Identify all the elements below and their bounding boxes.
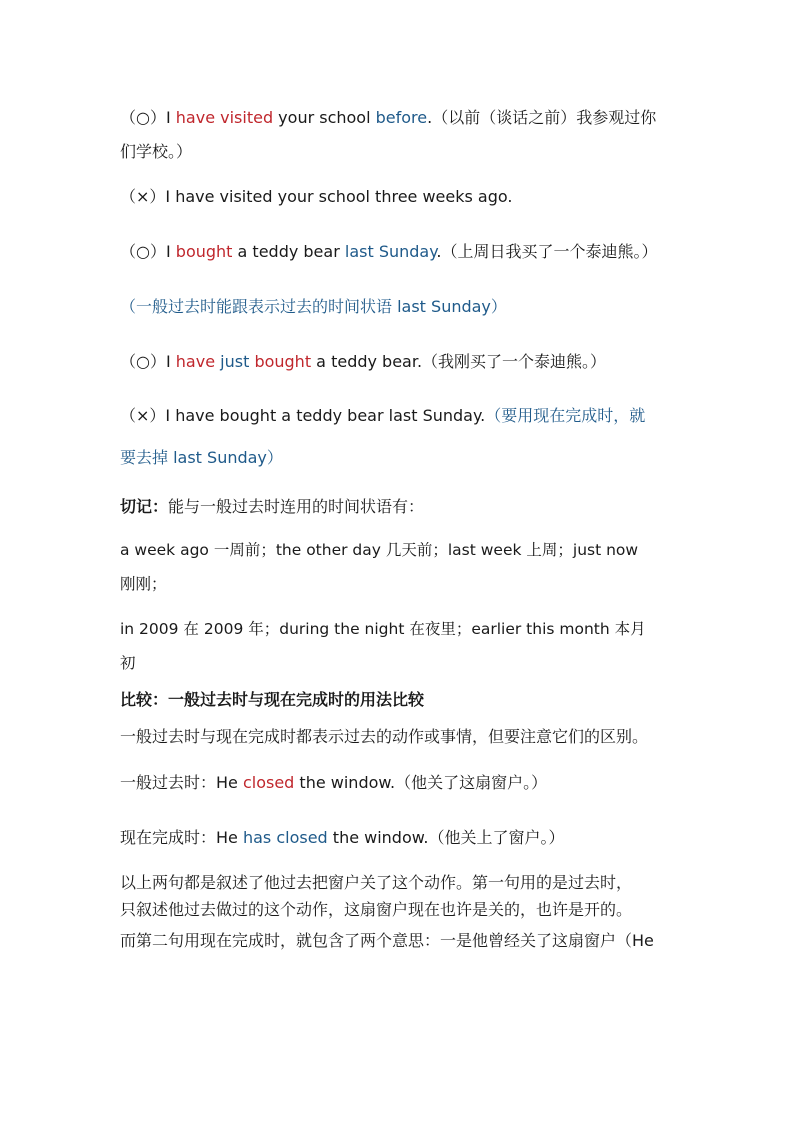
text-segment: （×）I have visited your school three weeks ago. (120, 187, 513, 206)
text-segment: closed (242, 773, 295, 792)
note-line (120, 441, 680, 475)
text-segment: 初 (120, 654, 136, 672)
example-line (120, 235, 680, 269)
text-segment: 们学校。） (120, 142, 193, 161)
text-segment: a teddy bear.（我刚买了一个泰迪熊。） (311, 352, 607, 371)
text-segment: .（上周日我买了一个泰迪熊。） (436, 242, 658, 261)
text-segment: 一般过去时与现在完成时都表示过去的动作或事情，但要注意它们的区别。 (120, 727, 649, 746)
example-line (120, 821, 680, 855)
paragraph-line (120, 893, 680, 927)
text-segment: （一般过去时能跟表示过去的时间状语 last Sunday） (120, 297, 507, 316)
text-segment: （×）I have bought a teddy bear last Sunday. (120, 406, 486, 425)
text-segment: bought (254, 352, 312, 371)
text-segment: before (375, 108, 428, 127)
text-segment: 而第二句用现在完成时，就包含了两个意思：一是他曾经关了这扇窗户（He (120, 931, 654, 950)
text-segment: just (220, 352, 250, 371)
text-segment: 以上两句都是叙述了他过去把窗户关了这个动作。第一句用的是过去时， (120, 873, 633, 892)
text-segment: 刚刚； (120, 575, 167, 593)
text-segment: .（以前（谈话之前）我参观过你 (427, 108, 657, 127)
text-segment: the window.（他关上了窗户。） (327, 828, 565, 847)
time-adverbial-line (120, 533, 680, 567)
text-segment: has closed (242, 828, 328, 847)
text-segment: your school (273, 108, 376, 127)
text-segment: （○）I (120, 108, 176, 127)
example-line (120, 766, 680, 800)
text-segment: （○）I (120, 242, 176, 261)
time-adverbial-line (120, 567, 680, 601)
note-line (120, 290, 680, 324)
text-segment: have (175, 352, 216, 371)
keypoint-line (120, 490, 680, 524)
time-adverbial-line (120, 646, 680, 680)
example-line (120, 399, 680, 433)
text-segment: have visited (175, 108, 274, 127)
text-segment: the window.（他关了这扇窗户。） (294, 773, 548, 792)
text-segment: （要用现在完成时，就 (485, 406, 646, 425)
text-segment: bought (175, 242, 233, 261)
section-heading (120, 683, 680, 717)
text-segment: a teddy bear (232, 242, 345, 261)
text-segment: （○）I (120, 352, 176, 371)
text-segment: last Sunday (344, 242, 437, 261)
text-segment: 切记： (120, 497, 169, 516)
time-adverbial-line (120, 612, 680, 646)
example-line (120, 180, 680, 214)
text-segment: 现在完成时：He (120, 828, 243, 847)
example-line (120, 101, 680, 135)
text-segment: in 2009 在 2009 年；during the night 在夜里；earlier this month 本月 (120, 620, 646, 638)
example-line (120, 135, 680, 169)
text-segment: 能与一般过去时连用的时间状语有： (168, 497, 425, 516)
paragraph-line (120, 924, 680, 958)
text-segment: 一般过去时：He (120, 773, 243, 792)
text-segment: 比较：一般过去时与现在完成时的用法比较 (120, 690, 425, 709)
example-line (120, 345, 680, 379)
text-segment: 只叙述他过去做过的这个动作，这扇窗户现在也许是关的，也许是开的。 (120, 900, 633, 919)
paragraph-line (120, 720, 680, 754)
text-segment: a week ago 一周前；the other day 几天前；last week 上周；just now (120, 541, 639, 559)
text-segment: 要去掉 last Sunday） (120, 448, 283, 467)
